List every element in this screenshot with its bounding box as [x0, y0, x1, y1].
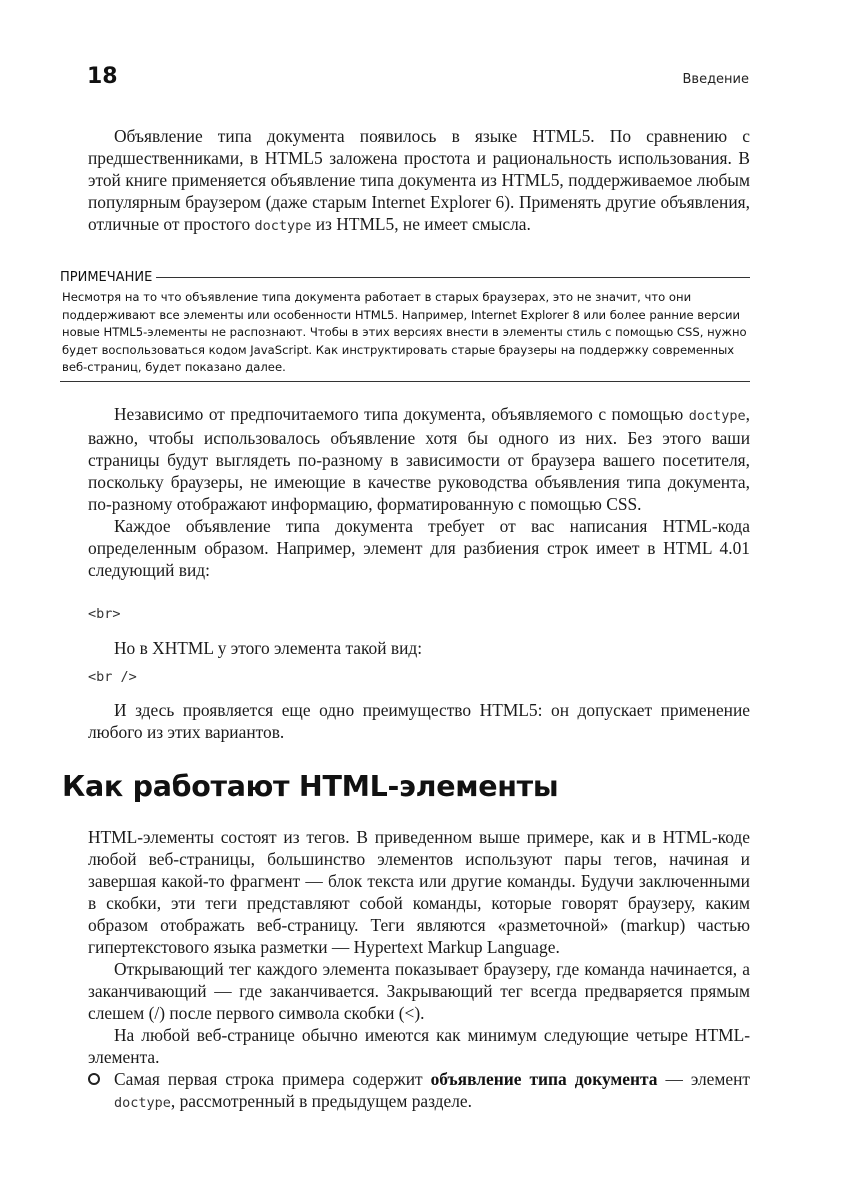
intro-paragraph-block: [88, 125, 750, 237]
note-bottom-rule: [60, 381, 750, 382]
code-example-br-xhtml: <br />: [88, 669, 137, 685]
section-body: [88, 826, 750, 1114]
paragraph-html-code-style: Каждое объявление типа документа требует от вас написания HTML-кода определенным образом. Например, элемент для разбиения строк имеет в HTML 4.01 следующий вид:: [88, 516, 750, 580]
note-top-rule: [156, 277, 750, 278]
code-example-br: <br>: [88, 606, 121, 622]
paragraph-html5-advantage: И здесь проявляется еще одно преимущество HTML5: он допускает применение любого из этих вариантов.: [88, 700, 750, 742]
page-header: [87, 64, 749, 98]
paragraph-doctype-importance: Независимо от предпочитаемого типа документа, объявляемого с помощью doctype, важно, чтобы использовалось объявление хотя бы одного из них. Без этого ваши страницы будут выглядеть по-разному в зависимости от браузера вашего посетителя, поскольку браузеры, не имеющие в качестве руководства объявления типа документа, по-разному отображают информацию, форматированную с помощью CSS.: [88, 404, 750, 514]
inline-code: doctype: [254, 218, 312, 234]
note-box: [60, 270, 750, 382]
section-heading: Как работают HTML-элементы: [62, 770, 559, 803]
paragraph-open-close-tags: Открывающий тег каждого элемента показывает браузеру, где команда начинается, а заканчивающий — где заканчивается. Закрывающий тег всегда предваряется прямым слешем (/) после первого символа скобки (<).: [88, 959, 750, 1023]
note-label: ПРИМЕЧАНИЕ: [60, 270, 153, 285]
html5-advantage-block: [88, 699, 750, 743]
inline-code: doctype: [114, 1095, 171, 1111]
note-header: [60, 270, 750, 285]
middle-paragraph-block: [88, 403, 750, 581]
bullet-item-doctype: Самая первая строка примера содержит объявление типа документа — элемент doctype, рассмотренный в предыдущем разделе.: [88, 1068, 750, 1114]
note-text: Несмотря на то что объявление типа документа работает в старых браузерах, это не значит, что они поддерживают все элементы или особенности HTML5. Например, Internet Explorer 8 или более ранние версии новые HTML5-элементы не распознают. Чтобы в этих версиях внести в элементы стиль с помощью CSS, нужно будет воспользоваться кодом JavaScript. Как инструктировать старые браузеры на поддержку современных веб-страниц, будет показано далее.: [62, 290, 747, 374]
paragraph-elements-tags: HTML-элементы состоят из тегов. В приведенном выше примере, как и в HTML-коде любой веб-страницы, большинство элементов используют пары тегов, начиная и завершая какой-то фрагмент — блок текста или другие команды. Будучи заключенными в скобки, эти теги представляют собой команды, которые говорят браузеру, каким образом отображать веб-страницу. Теги являются «разметочной» (markup) частью гипертекстового языка разметки — Hypertext Markup Language.: [88, 827, 750, 957]
paragraph-doctype-intro: Объявление типа документа появилось в языке HTML5. По сравнению с предшественниками, в HTML5 заложена простота и рациональность использования. В этой книге применяется объявление типа документа из HTML5, поддерживаемое любым популярным браузером (даже старым Internet Explorer 6). Применять другие объявления, отличные от простого doctype из HTML5, не имеет смысла.: [88, 126, 750, 234]
circle-bullet-icon: [88, 1073, 100, 1085]
inline-code: doctype: [688, 408, 746, 424]
paragraph-xhtml: Но в XHTML у этого элемента такой вид:: [114, 638, 423, 658]
paragraph-four-elements: На любой веб-странице обычно имеются как минимум следующие четыре HTML-элемента.: [88, 1025, 750, 1067]
running-head: Введение: [682, 72, 749, 87]
page-number: 18: [87, 64, 118, 89]
xhtml-paragraph-block: [88, 637, 750, 659]
